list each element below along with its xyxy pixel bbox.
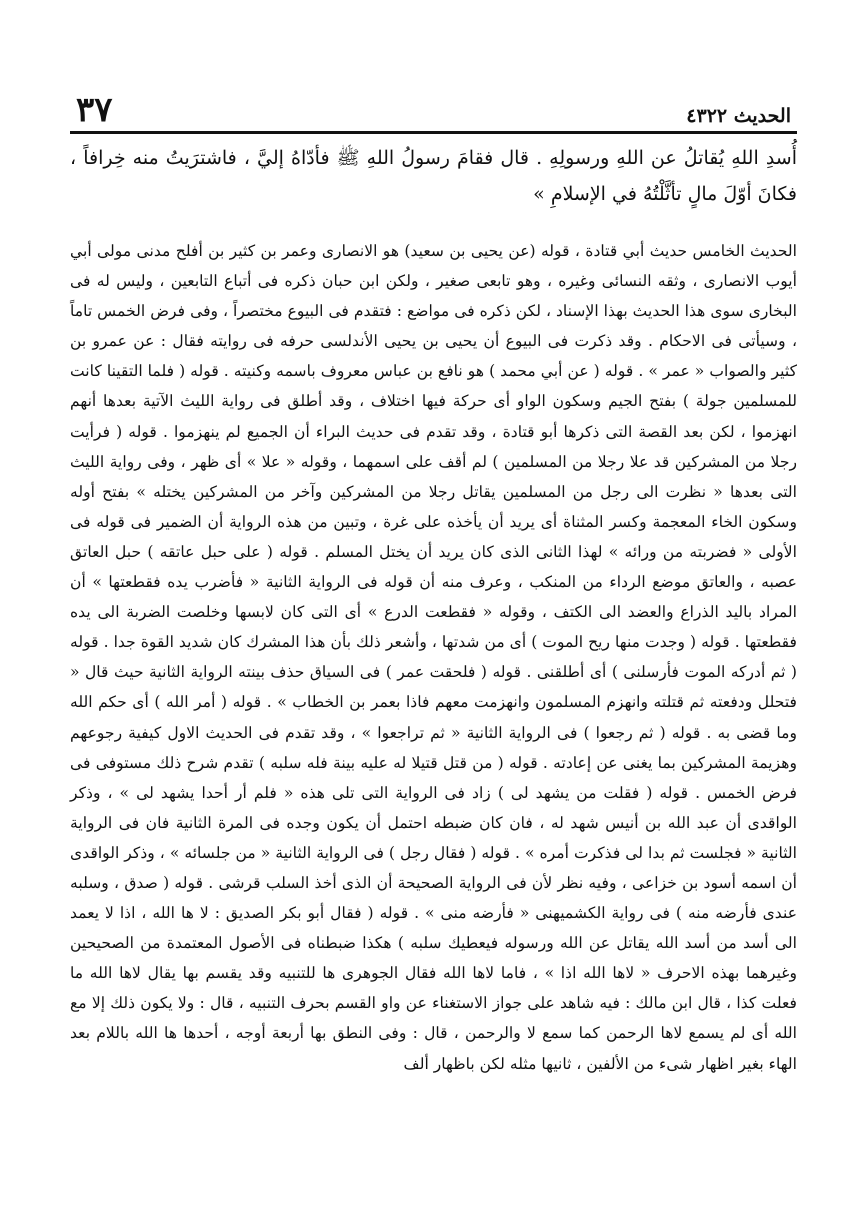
commentary-block [70,236,797,1079]
running-title: الحديث ٤٣٢٢ [686,105,791,127]
hadith-text: أُسدِ اللهِ يُقاتلُ عن اللهِ ورسولِهِ . قال فقامَ رسولُ اللهِ ﷺ فأدّاهُ إليَّ ، فاشترَيتُ منه خِرافاً ، فكانَ أوّلَ مالٍ تأثَّلْتُهُ في الإسلامِ » [70,147,797,205]
page-header [70,88,797,134]
commentary-text: الحديث الخامس حديث أبي قتادة ، قوله (عن يحيى بن سعيد) هو الانصارى وعمر بن كثير بن أفلح مدنى مولى أبي أيوب الانصارى ، وثقه النسائى وغيره ، وهو تابعى صغير ، ولكن ابن حبان ذكره فى أتباع التابعين ، وليس له فى البخارى سوى هذا الحديث بهذا الإسناد ، لكن ذكره فى مواضع : فتقدم فى البيوع مختصراً ، وفى فرض الخمس تاماً ، وسيأتى فى الاحكام . وقد ذكرت فى البيوع أن يحيى بن يحيى الأندلسى حرفه فى روايته فقال : عن عمرو بن كثير والصواب « عمر » . قوله ( عن أبي محمد ) هو نافع بن عباس معروف باسمه وكنيته . قوله ( فلما التقينا كانت للمسلمين جولة ) بفتح الجيم وسكون الواو أى حركة فيها اختلاف ، وقد أطلق فى رواية الليث الآتية بعدها أنهم انهزموا ، لكن بعد القصة التى ذكرها أبو قتادة ، وقد تقدم فى حديث البراء أن الجميع لم ينهزموا . قوله ( فرأيت رجلا من المشركين قد علا رجلا من المسلمين ) لم أقف على اسمهما ، وقوله « علا » أى ظهر ، وفى رواية الليث التى بعدها « نظرت الى رجل من المسلمين يقاتل رجلا من المشركين وآخر من المشركين يختله » بفتح أوله وسكون الخاء المعجمة وكسر المثناة أى يريد أن يأخذه على غرة ، وتبين من هذه الرواية أن الضمير فى قوله فى الأولى « فضربته من ورائه » لهذا الثانى الذى كان يريد أن يختل المسلم . قوله ( على حبل عاتقه ) حبل العاتق عصبه ، والعاتق موضع الرداء من المنكب ، وعرف منه أن قوله فى الرواية الثانية « فأضرب يده فقطعتها » أن المراد باليد الذراع والعضد الى الكتف ، وقوله « فقطعت الدرع » أى التى كان لابسها وخلصت الضربة الى يده فقطعتها . قوله ( وجدت منها ريح الموت ) أى من شدتها ، وأشعر ذلك بأن هذا المشرك كان شديد القوة جدا . قوله ( ثم أدركه الموت فأرسلنى ) أى أطلقنى . قوله ( فلحقت عمر ) فى السياق حذف بينته الرواية الثانية حيث قال « فتحلل ودفعته ثم قتلته وانهزم المسلمون وانهزمت معهم فاذا بعمر بن الخطاب » . قوله ( أمر الله ) أى حكم الله وما قضى به . قوله ( ثم رجعوا ) فى الرواية الثانية « ثم تراجعوا » ، وقد تقدم فى الحديث الاول كيفية رجوعهم وهزيمة المشركين بما يغنى عن إعادته . قوله ( من قتل قتيلا له عليه بينة فله سلبه ) تقدم شرح ذلك مستوفى فى فرض الخمس . قوله ( فقلت من يشهد لى ) زاد فى الرواية التى تلى هذه « فلم أر أحدا يشهد لى » ، وذكر الواقدى أن عبد الله بن أنيس شهد له ، فان كان ضبطه احتمل أن يكون وجده فى المرة الثانية فان فى الرواية الثانية « فجلست ثم بدا لى فذكرت أمره » . قوله ( فقال رجل ) فى الرواية الثانية « من جلسائه » ، وذكر الواقدى أن اسمه أسود بن خزاعى ، وفيه نظر لأن فى الرواية الصحيحة أن الذى أخذ السلب قرشى . قوله ( صدق ، وسلبه عندى فأرضه منه ) فى رواية الكشميهنى « فأرضه منى » . قوله ( فقال أبو بكر الصديق : لا ها الله ، اذا لا يعمد الى أسد من أسد الله يقاتل عن الله ورسوله فيعطيك سلبه ) هكذا ضبطناه فى الأصول المعتمدة من الصحيحين وغيرهما بهذه الاحرف « لاها الله اذا » ، فاما لاها الله فقال الجوهرى ها للتنبيه وقد يقسم بها يقال لاها الله ما فعلت كذا ، قال ابن مالك : فيه شاهد على جواز الاستغناء عن واو القسم بحرف التنبيه ، قال : ولا يكون ذلك إلا مع الله أى لم يسمع لاها الرحمن كما سمع لا والرحمن ، قال : وفى النطق بها أربعة أوجه ، أحدها ها الله باللام بعد الهاء بغير اظهار شىء من الألفين ، ثانيها مثله لكن باظهار ألف [70,242,797,1073]
page-number: ٣٧ [76,90,113,130]
